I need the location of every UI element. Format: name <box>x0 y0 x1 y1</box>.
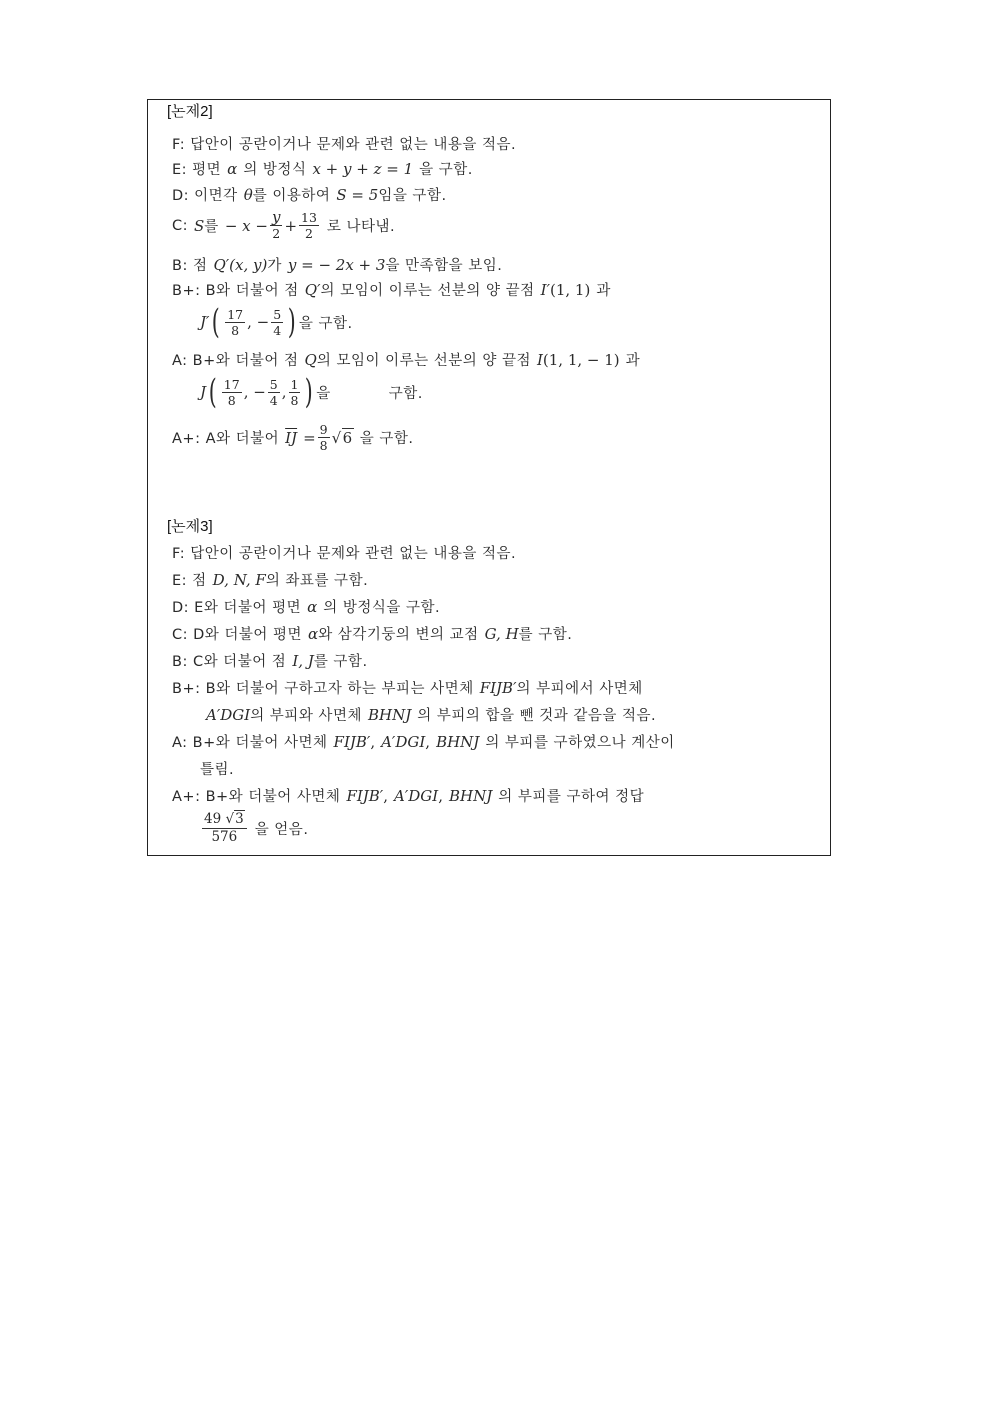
fraction: $\frac{17}{8}$ <box>227 306 244 338</box>
sqrt: √6 <box>331 428 353 447</box>
s2-grade-C: C: S 를 − x − $\frac{y}{2}$ + $\frac{13}{2}$ 로 나타냄. <box>172 208 396 241</box>
s2-grade-B: B: 점 Q′(x, y) 가 y = − 2x + 3 을 만족함을 보임. <box>172 255 503 274</box>
s2-grade-A: A: B+와 더불어 점 Q 의 모임이 이루는 선분의 양 끝점 I (1, 1, − 1) 과 <box>172 350 641 369</box>
s3-grade-D: D: E와 더불어 평면 α 의 방정식을 구함. <box>172 597 441 616</box>
s2-grade-A-cont: J ( $\frac{17}{8}$ , − $\frac{5}{4}$ , $\frac{1}{8}$ ) 을 구함. <box>200 372 423 412</box>
fraction: $\frac{9}{8}$ <box>319 422 328 453</box>
s3-grade-B: B: C와 더불어 점 I, J 를 구함. <box>172 651 368 670</box>
s2-grade-F: F: 답안이 공란이거나 문제와 관련 없는 내용을 적음. <box>172 137 517 153</box>
fraction: $\frac{5}{4}$ <box>273 306 282 338</box>
fraction: $\frac{49 √3}{576}$ <box>202 811 247 846</box>
s3-grade-A-cont: 틀림. <box>200 762 235 778</box>
s3-grade-Bplus-cont: A′DGI 의 부피와 사면체 BHNJ 의 부피의 합을 뺀 것과 같음을 적음. <box>206 705 657 724</box>
fraction: $\frac{1}{8}$ <box>290 376 299 408</box>
s2-grade-Bplus: B+: B와 더불어 점 Q′ 의 모임이 이루는 선분의 양 끝점 I′ (1, 1) 과 <box>172 280 611 299</box>
section2-title: [논제2] <box>167 103 213 120</box>
s3-grade-Aplus-cont: $\frac{49 √3}{576}$ 을 얻음. <box>204 811 309 845</box>
s3-grade-C: C: D와 더불어 평면 α 와 삼각기둥의 변의 교점 G, H 를 구함. <box>172 624 573 643</box>
s3-grade-A: A: B+와 더불어 사면체 FIJB′ , A′DGI , BHNJ 의 부피를 구하였으나 계산이 <box>172 732 675 751</box>
fraction: $\frac{5}{4}$ <box>269 376 278 408</box>
s2-grade-Aplus: A+: A와 더불어 $\overline{IJ}$ = $\frac{9}{8}$ √6 을 구함. <box>172 422 414 453</box>
rubric-box <box>147 99 831 856</box>
s2-grade-Bplus-cont: J′ ( $\frac{17}{8}$ , − $\frac{5}{4}$ ) 을 구함. <box>200 302 353 342</box>
s2-grade-E: E: 평면 α 의 방정식 x + y + z = 1 을 구함. <box>172 159 473 178</box>
s3-grade-F: F: 답안이 공란이거나 문제와 관련 없는 내용을 적음. <box>172 546 517 562</box>
s3-grade-Aplus: A+: B+와 더불어 사면체 FIJB′ , A′DGI , BHNJ 의 부피를 구하여 정답 <box>172 786 645 805</box>
fraction: $\frac{17}{8}$ <box>223 376 240 408</box>
s3-grade-E: E: 점 D, N, F 의 좌표를 구함. <box>172 570 369 589</box>
fraction: $\frac{y}{2}$ <box>271 208 281 241</box>
section3-title: [논제3] <box>167 518 213 535</box>
s2-grade-D: D: 이면각 θ 를 이용하여 S = 5 임을 구함. <box>172 185 447 204</box>
s3-grade-Bplus: B+: B와 더불어 구하고자 하는 부피는 사면체 FIJB′ 의 부피에서 사면체 <box>172 678 643 697</box>
fraction: $\frac{13}{2}$ <box>301 210 317 241</box>
